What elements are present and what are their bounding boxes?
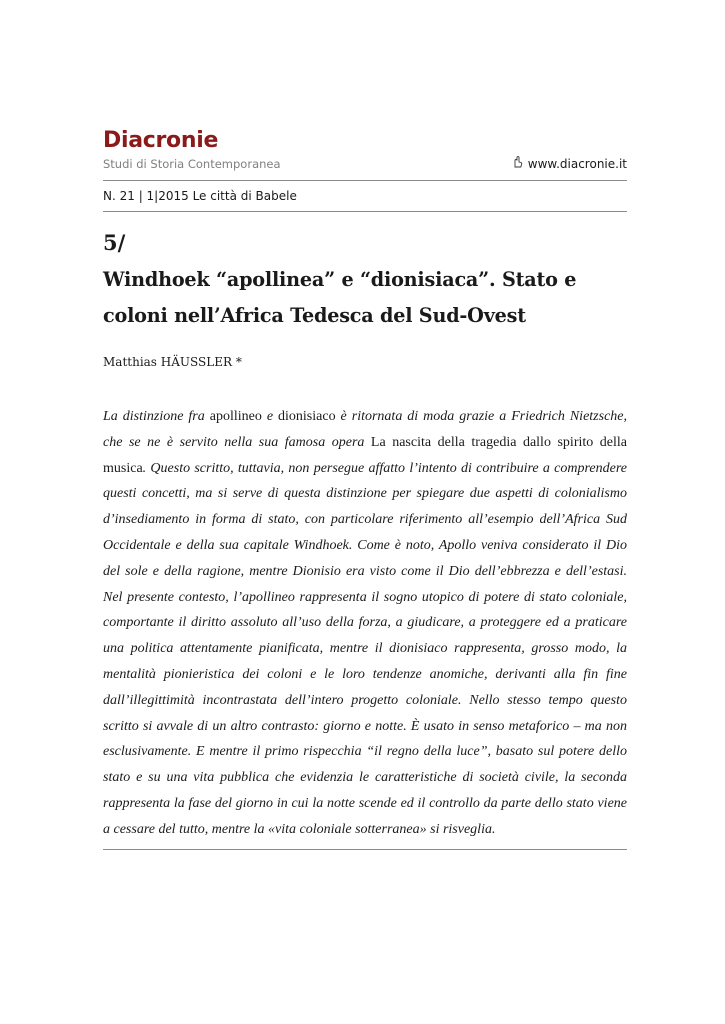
abstract-segment: La nascita della tragedia dallo spirito della musica bbox=[103, 434, 627, 476]
article-author: Matthias HÄUSSLER * bbox=[103, 355, 242, 369]
abstract-segment: . Questo scritto, tuttavia, non persegue affatto l’intento di contribuire a comprendere questi concetti, ma si serve di questa distinzione per spiegare due aspetti di colonialismo d’insediamento in forma di stato, con particolare riferimento all’esempio dell’Africa Sud Occidentale e della sua capitale Windhoek. Come è noto, Apollo veniva considerato il Dio del sole e della ragione, mentre Dionisio era visto come il Dio dell’ebbrezza e dell’estasi. Nel presente contesto, l’apollineo rappresenta il sogno utopico di potere di stato coloniale, comportante il diritto assoluto all’uso della forza, a giudicare, a proteggere ed a praticare una politica attentamente pianificata, mentre il dionisiaco rappresenta, grosso modo, la mentalità pionieristica dei coloni e le loro tendenze anomiche, derivanti alla fin fine dall’illegittimità incontrastata dell’intero progetto coloniale. Nello stesso tempo questo scritto si avvale di un altro contrasto: giorno e notte. È usato in senso metaforico – ma non esclusivamente. E mentre il primo rispecchia “il regno della luce”, basato sul potere dello stato e su una vita pubblica che evidenzia le caratteristiche di società civile, la seconda rappresenta la fase del giorno in cui la notte scende ed il controllo da parte dello stato viene a cessare del tutto, mentre la «vita coloniale sotterranea» si risveglia. bbox=[103, 460, 627, 837]
abstract-segment: apollineo bbox=[209, 409, 262, 424]
abstract-divider bbox=[103, 849, 627, 850]
pointer-hand-icon bbox=[511, 156, 523, 171]
article-title: Windhoek “apollinea” e “dionisiaca”. Stato e coloni nell’Africa Tedesca del Sud-Ovest bbox=[103, 268, 577, 327]
page bbox=[103, 126, 627, 850]
journal-title: Diacronie bbox=[103, 128, 219, 153]
article-number: 5/ bbox=[103, 230, 126, 255]
journal-subtitle: Studi di Storia Contemporanea bbox=[103, 157, 281, 171]
website-url[interactable]: www.diacronie.it bbox=[527, 156, 627, 171]
abstract bbox=[103, 404, 627, 843]
abstract-segment: è ritornata di moda grazie a Friedrich Nietzsche, che se ne è servito nella sua famosa opera bbox=[103, 409, 628, 450]
header-row bbox=[103, 156, 627, 174]
abstract-segment: dionisiaco bbox=[278, 409, 336, 424]
issue-divider bbox=[103, 211, 627, 212]
abstract-segment: La distinzione fra bbox=[103, 409, 210, 424]
issue-info: N. 21 | 1|2015 Le città di Babele bbox=[103, 189, 297, 203]
website-link[interactable] bbox=[511, 156, 627, 171]
abstract-segment: e bbox=[261, 409, 279, 424]
